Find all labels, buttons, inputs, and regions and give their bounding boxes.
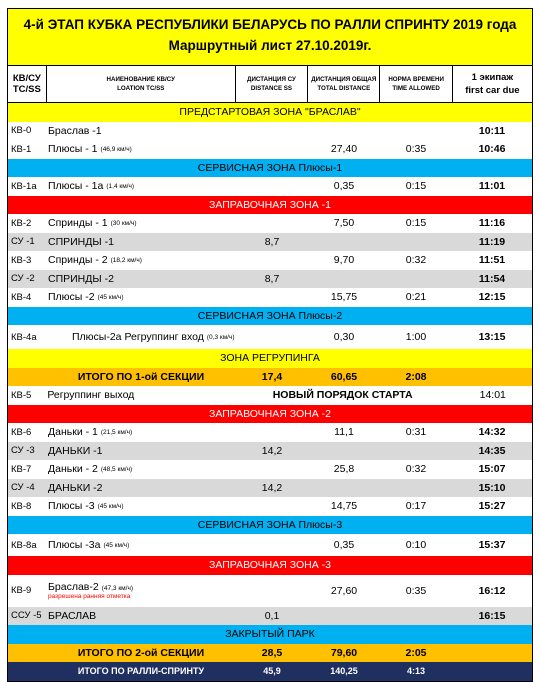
table-row: КВ-8 Плюсы -3 (45 км/ч) 14,75 0:17 15:27 <box>7 497 533 516</box>
table-row: КВ-6 Даньки - 1 (21,5 км/ч) 11,1 0:31 14:32 <box>7 423 533 442</box>
col-time-allowed: НОРМА ВРЕМЕНИ TIME ALLOWED <box>380 66 452 102</box>
start-order-note: НОВЫЙ ПОРЯДОК СТАРТА <box>272 389 413 402</box>
route-sheet <box>7 8 533 682</box>
table-row: КВ-5 Регруппинг выход НОВЫЙ ПОРЯДОК СТАРТА 14:01 <box>7 386 533 405</box>
early-checkin-note: разрешена ранняя отметка <box>48 593 131 600</box>
table-row: КВ-8а Плюсы -3а (45 км/ч) 0,35 0:10 15:37 <box>7 534 533 556</box>
table-row: СУ -2 СПРИНДЫ -2 8,7 11:54 <box>7 270 533 289</box>
table-row: КВ-1а Плюсы - 1а (1,4 км/ч) 0,35 0:15 11:01 <box>7 177 533 196</box>
zone-band: ЗАПРАВОЧНАЯ ЗОНА -3 <box>7 556 533 575</box>
section-total-row: ИТОГО ПО 1-ой СЕКЦИИ 17,4 60,65 2:08 <box>7 368 533 387</box>
zone-band: ЗОНА РЕГРУПИНГА <box>7 349 533 368</box>
zone-band: ПРЕДСТАРТОВАЯ ЗОНА "БРАСЛАВ" <box>7 103 533 122</box>
col-location: НАИЕНОВАНИЕ КВ/СУ LOATION TC/SS <box>47 66 236 102</box>
grand-total-row: ИТОГО ПО РАЛЛИ-СПРИНТУ 45,9 140,25 4:13 <box>7 662 533 682</box>
header <box>7 8 533 66</box>
zone-band: ЗАКРЫТЫЙ ПАРК <box>7 625 533 644</box>
col-total-distance: ДИСТАНЦИЯ ОБЩАЯ TOTAL DISTANCE <box>308 66 380 102</box>
zone-band: СЕРВИСНАЯ ЗОНА Плюсы-1 <box>7 159 533 178</box>
section-total-row: ИТОГО ПО 2-ой СЕКЦИИ 28,5 79,60 2:05 <box>7 644 533 663</box>
table-row: КВ-7 Даньки - 2 (48,5 км/ч) 25,8 0:32 15:07 <box>7 460 533 479</box>
col-ss-distance: ДИСТАНЦИЯ СУ DISTANCE SS <box>236 66 308 102</box>
table-row: КВ-4а Плюсы-2а Регруппинг вход (0,3 км/ч) 0,30 1:00 13:15 <box>7 325 533 349</box>
table-row: КВ-4 Плюсы -2 (45 км/ч) 15,75 0:21 12:15 <box>7 288 533 307</box>
table-row: СУ -4 ДАНЬКИ -2 14,2 15:10 <box>7 479 533 498</box>
table-row: СУ -3 ДАНЬКИ -1 14,2 14:35 <box>7 442 533 461</box>
table-row: СУ -1 СПРИНДЫ -1 8,7 11:19 <box>7 233 533 252</box>
table-row: ССУ -5 БРАСЛАВ 0,1 16:15 <box>7 607 533 626</box>
col-first-car-due: 1 экипаж first car due <box>465 72 520 96</box>
table-row: КВ-0 Браслав -1 10:11 <box>7 122 533 141</box>
table-row: КВ-9 Браслав-2 (47,3 км/ч) разрешена ранняя отметка 27,60 0:35 16:12 <box>7 575 533 607</box>
column-headers <box>7 66 533 103</box>
col-code: КВ/СУ TC/SS <box>8 66 47 102</box>
table-row: КВ-3 Спринды - 2 (18,2 км/ч) 9,70 0:32 11:51 <box>7 251 533 270</box>
zone-band: ЗАПРАВОЧНАЯ ЗОНА -1 <box>7 196 533 215</box>
zone-band: СЕРВИСНАЯ ЗОНА Плюсы-3 <box>7 516 533 535</box>
table-row: КВ-2 Спринды - 1 (30 км/ч) 7,50 0:15 11:16 <box>7 214 533 233</box>
zone-band: ЗАПРАВОЧНАЯ ЗОНА -2 <box>7 405 533 424</box>
page-title: 4-й ЭТАП КУБКА РЕСПУБЛИКИ БЕЛАРУСЬ ПО РАЛЛИ СПРИНТУ 2019 года <box>23 17 517 32</box>
table-row: КВ-1 Плюсы - 1 (46,9 км/ч) 27,40 0:35 10:46 <box>7 140 533 159</box>
zone-band: СЕРВИСНАЯ ЗОНА Плюсы-2 <box>7 307 533 326</box>
page-subtitle: Маршрутный лист 27.10.2019г. <box>168 38 372 53</box>
